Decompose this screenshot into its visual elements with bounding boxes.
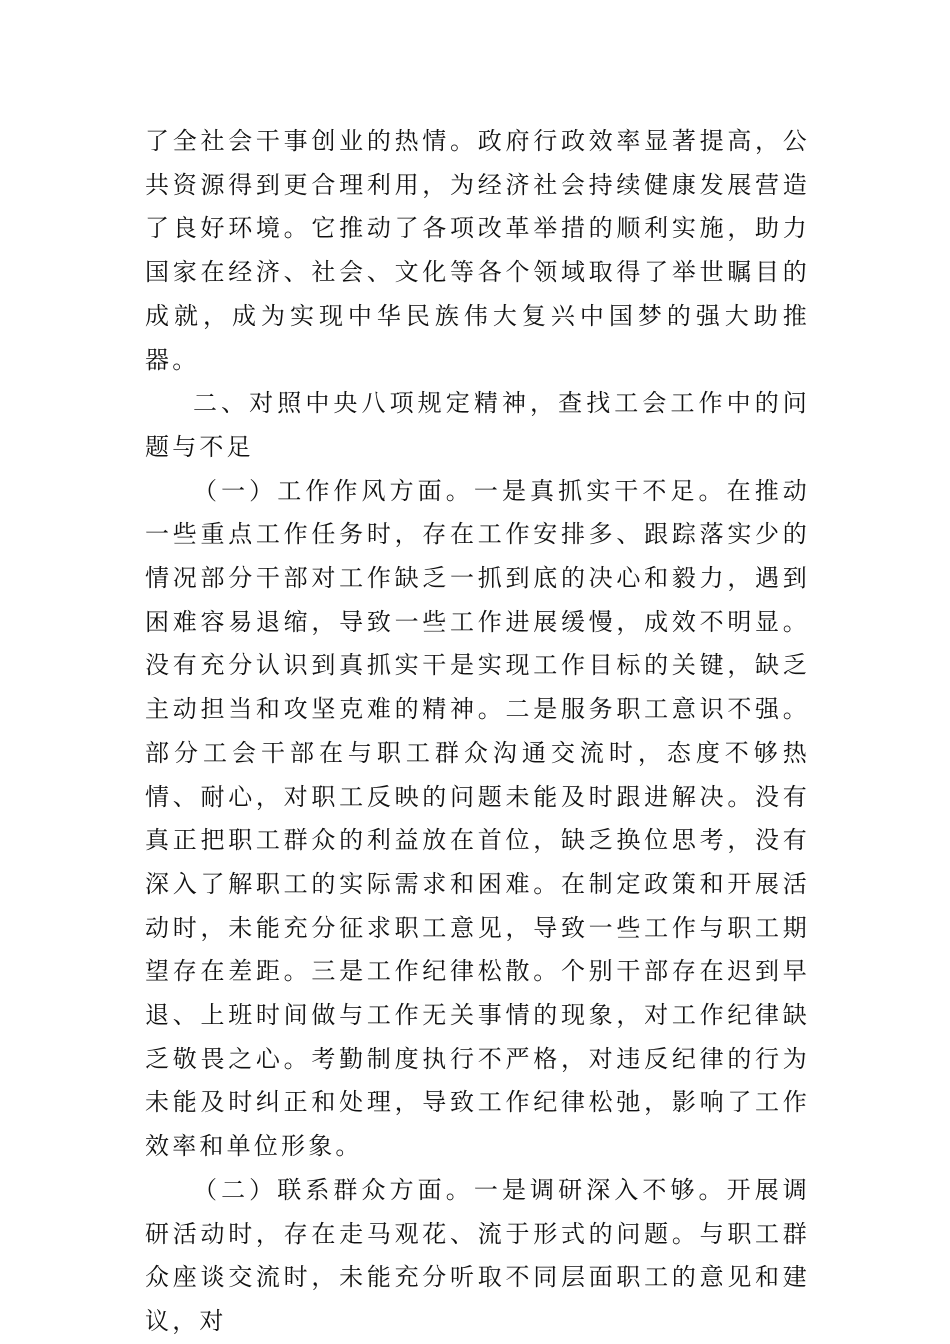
paragraph-continuation: 了全社会干事创业的热情。政府行政效率显著提高，公共资源得到更合理利用，为经济社会持续健康发展营造了良好环境。它推动了各项改革举措的顺利实施，助力国家在经济、社会、文化等各个领域取得了举世瞩目的成就，成为实现中华民族伟大复兴中国梦的强大助推器。 [145, 127, 810, 374]
paragraph-mass-contact: （二）联系群众方面。一是调研深入不够。开展调研活动时，存在走马观花、流于形式的问题。与职工群众座谈交流时，未能充分听取不同层面职工的意见和建议，对 [145, 1175, 810, 1335]
document-body [145, 120, 810, 1344]
paragraph-work-style: （一）工作作风方面。一是真抓实干不足。在推动一些重点工作任务时，存在工作安排多、跟踪落实少的情况部分干部对工作缺乏一抓到底的决心和毅力，遇到困难容易退缩，导致一些工作进展缓慢，成效不明显。没有充分认识到真抓实干是实现工作目标的关键，缺乏主动担当和攻坚克难的精神。二是服务职工意识不强。部分工会干部在与职工群众沟通交流时，态度不够热情、耐心，对职工反映的问题未能及时跟进解决。没有真正把职工群众的利益放在首位，缺乏换位思考，没有深入了解职工的实际需求和困难。在制定政策和开展活动时，未能充分征求职工意见，导致一些工作与职工期望存在差距。三是工作纪律松散。个别干部存在迟到早退、上班时间做与工作无关事情的现象，对工作纪律缺乏敬畏之心。考勤制度执行不严格，对违反纪律的行为未能及时纠正和处理，导致工作纪律松弛，影响了工作效率和单位形象。 [145, 476, 810, 1161]
section-heading: 二、对照中央八项规定精神，查找工会工作中的问题与不足 [145, 389, 810, 461]
